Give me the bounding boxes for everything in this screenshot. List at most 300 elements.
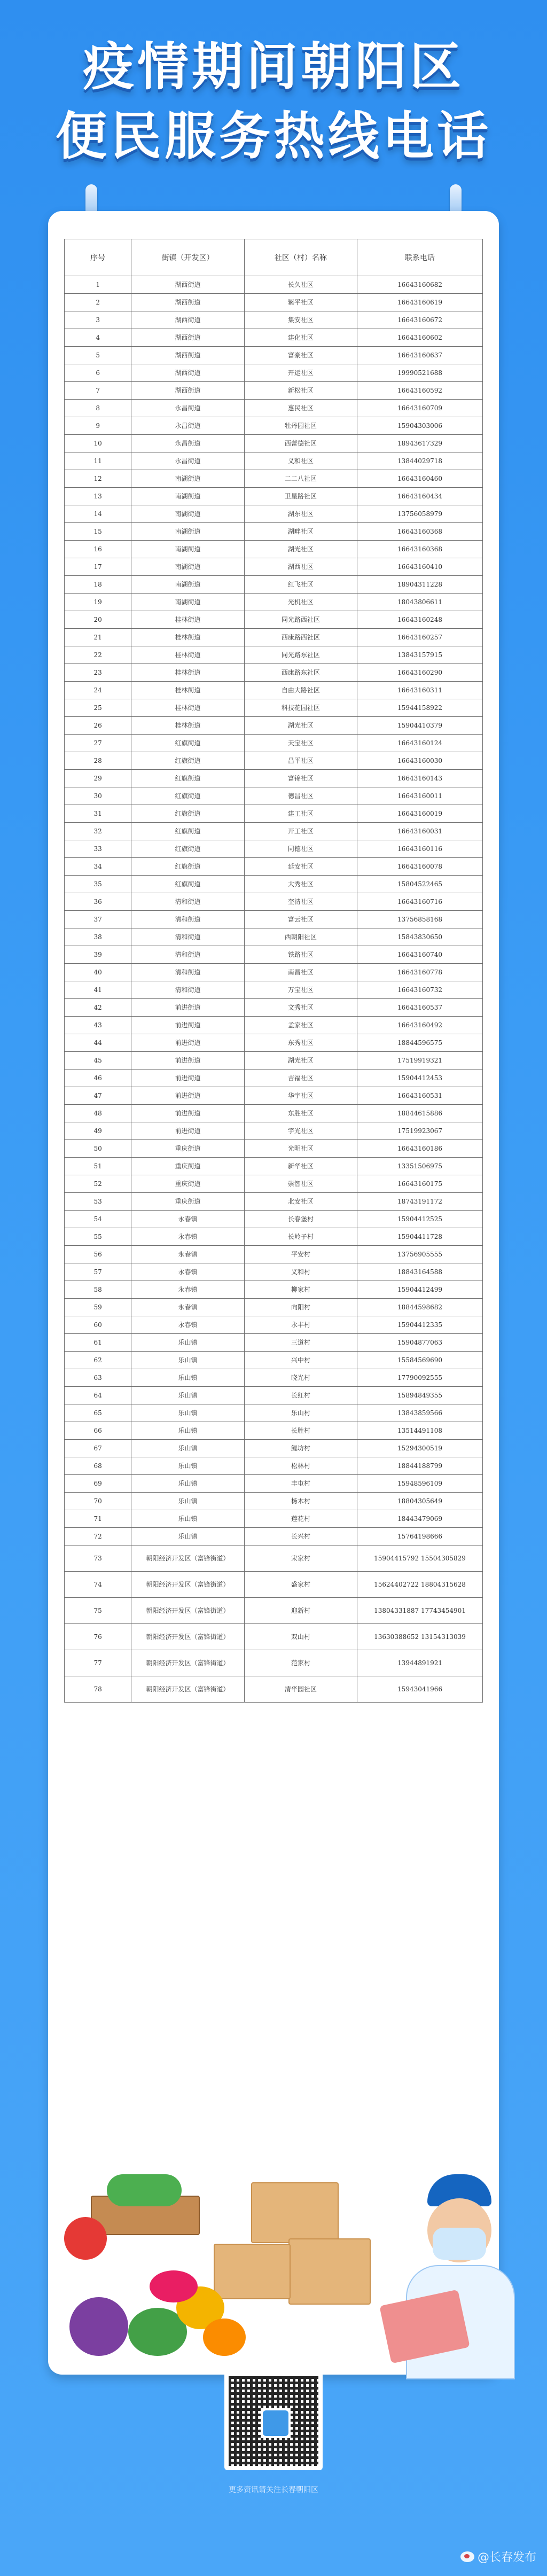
row-phone: 18043806611 — [357, 594, 483, 611]
table-row — [65, 699, 483, 717]
row-index: 63 — [65, 1369, 131, 1387]
table-row — [65, 1545, 483, 1572]
row-street: 桂林街道 — [131, 682, 244, 699]
row-community: 延安社区 — [244, 858, 357, 876]
row-community: 华宇社区 — [244, 1087, 357, 1105]
row-street: 南湖街道 — [131, 505, 244, 523]
table-row — [65, 946, 483, 964]
row-index: 30 — [65, 787, 131, 805]
row-street: 南湖街道 — [131, 594, 244, 611]
row-community: 湖畔社区 — [244, 523, 357, 541]
row-street: 桂林街道 — [131, 699, 244, 717]
row-phone: 18804305649 — [357, 1493, 483, 1510]
row-phone: 13843157915 — [357, 646, 483, 664]
row-street: 红旗街道 — [131, 858, 244, 876]
table-row — [65, 1175, 483, 1193]
title-line-1: 疫情期间朝阳区 — [83, 37, 464, 97]
row-phone: 15948596109 — [357, 1475, 483, 1493]
table-row — [65, 981, 483, 999]
table-row — [65, 787, 483, 805]
row-phone: 16643160078 — [357, 858, 483, 876]
row-community: 开运社区 — [244, 364, 357, 382]
row-street: 乐山镇 — [131, 1510, 244, 1528]
row-phone: 15294300519 — [357, 1440, 483, 1457]
row-index: 15 — [65, 523, 131, 541]
row-community: 范家村 — [244, 1650, 357, 1676]
row-index: 11 — [65, 452, 131, 470]
row-phone: 15804522465 — [357, 876, 483, 893]
row-street: 朝阳经济开发区（富锋街道） — [131, 1624, 244, 1650]
page-title — [0, 32, 547, 171]
row-street: 南湖街道 — [131, 558, 244, 576]
table-row — [65, 1158, 483, 1175]
row-index: 17 — [65, 558, 131, 576]
row-phone: 16643160537 — [357, 999, 483, 1017]
row-community: 建化社区 — [244, 329, 357, 347]
row-community: 新华社区 — [244, 1158, 357, 1175]
row-index: 49 — [65, 1122, 131, 1140]
row-phone: 19990521688 — [357, 364, 483, 382]
row-phone: 16643160672 — [357, 311, 483, 329]
table-row — [65, 1404, 483, 1422]
row-phone: 15584569690 — [357, 1352, 483, 1369]
row-community: 长红村 — [244, 1387, 357, 1404]
row-index: 13 — [65, 488, 131, 505]
row-phone: 13843859566 — [357, 1404, 483, 1422]
row-street: 南湖街道 — [131, 576, 244, 594]
row-phone: 13756058979 — [357, 505, 483, 523]
row-street: 永昌街道 — [131, 435, 244, 452]
row-phone: 16643160410 — [357, 558, 483, 576]
row-index: 3 — [65, 311, 131, 329]
table-row — [65, 911, 483, 928]
table-row — [65, 329, 483, 347]
row-community: 柳家村 — [244, 1281, 357, 1299]
row-community: 繁平社区 — [244, 294, 357, 311]
row-index: 41 — [65, 981, 131, 999]
row-phone: 16643160031 — [357, 823, 483, 840]
row-street: 前进街道 — [131, 1070, 244, 1087]
row-index: 39 — [65, 946, 131, 964]
table-header-row — [65, 239, 483, 276]
row-community: 西康路东社区 — [244, 664, 357, 682]
row-street: 乐山镇 — [131, 1352, 244, 1369]
row-index: 59 — [65, 1299, 131, 1316]
vegetable-illustration — [64, 2217, 107, 2260]
row-index: 33 — [65, 840, 131, 858]
row-community: 光机社区 — [244, 594, 357, 611]
table-row — [65, 417, 483, 435]
row-community: 大秀社区 — [244, 876, 357, 893]
row-community: 湖西社区 — [244, 558, 357, 576]
row-phone: 15904412453 — [357, 1070, 483, 1087]
row-index: 51 — [65, 1158, 131, 1175]
row-phone: 13944891921 — [357, 1650, 483, 1676]
table-row — [65, 1598, 483, 1624]
table-row — [65, 435, 483, 452]
row-community: 万宝社区 — [244, 981, 357, 999]
row-index: 7 — [65, 382, 131, 400]
table-row — [65, 964, 483, 981]
row-street: 桂林街道 — [131, 611, 244, 629]
row-index: 52 — [65, 1175, 131, 1193]
row-index: 28 — [65, 752, 131, 770]
table-row — [65, 1281, 483, 1299]
row-phone: 16643160492 — [357, 1017, 483, 1034]
row-community: 富云社区 — [244, 911, 357, 928]
row-phone: 16643160311 — [357, 682, 483, 699]
row-community: 同光路西社区 — [244, 611, 357, 629]
row-community: 迎新村 — [244, 1598, 357, 1624]
row-index: 6 — [65, 364, 131, 382]
row-community: 西康路西社区 — [244, 629, 357, 646]
watermark-text: @长春发布 — [477, 2551, 536, 2564]
row-community: 丰屯村 — [244, 1475, 357, 1493]
row-community: 富锦社区 — [244, 770, 357, 787]
row-index: 46 — [65, 1070, 131, 1087]
row-phone: 13844029718 — [357, 452, 483, 470]
row-index: 77 — [65, 1650, 131, 1676]
row-street: 湖西街道 — [131, 294, 244, 311]
row-phone: 15904303006 — [357, 417, 483, 435]
table-row — [65, 805, 483, 823]
table-row — [65, 999, 483, 1017]
row-community: 湖光社区 — [244, 1052, 357, 1070]
row-community: 新松社区 — [244, 382, 357, 400]
row-street: 重庆街道 — [131, 1140, 244, 1158]
row-index: 32 — [65, 823, 131, 840]
row-phone: 16643160602 — [357, 329, 483, 347]
row-index: 55 — [65, 1228, 131, 1246]
row-street: 重庆街道 — [131, 1193, 244, 1211]
row-phone: 16643160368 — [357, 541, 483, 558]
row-community: 南昌社区 — [244, 964, 357, 981]
row-street: 乐山镇 — [131, 1369, 244, 1387]
row-phone: 16643160592 — [357, 382, 483, 400]
row-street: 前进街道 — [131, 1052, 244, 1070]
row-phone: 13804331887 17743454901 — [357, 1598, 483, 1624]
row-street: 前进街道 — [131, 999, 244, 1017]
table-row — [65, 611, 483, 629]
row-index: 68 — [65, 1457, 131, 1475]
row-phone: 16643160709 — [357, 400, 483, 417]
row-street: 清和街道 — [131, 964, 244, 981]
row-street: 永春镇 — [131, 1263, 244, 1281]
row-phone: 16643160011 — [357, 787, 483, 805]
row-phone: 16643160030 — [357, 752, 483, 770]
row-index: 64 — [65, 1387, 131, 1404]
header-index: 序号 — [65, 239, 131, 276]
row-phone: 18844598682 — [357, 1299, 483, 1316]
row-index: 4 — [65, 329, 131, 347]
row-street: 朝阳经济开发区（富锋街道） — [131, 1572, 244, 1598]
table-row — [65, 400, 483, 417]
table-row — [65, 1122, 483, 1140]
table-row — [65, 364, 483, 382]
row-phone: 15904412335 — [357, 1316, 483, 1334]
header-phone: 联系电话 — [357, 239, 483, 276]
row-phone: 16643160716 — [357, 893, 483, 911]
row-index: 37 — [65, 911, 131, 928]
table-row — [65, 1316, 483, 1334]
row-index: 23 — [65, 664, 131, 682]
row-index: 24 — [65, 682, 131, 699]
row-street: 朝阳经济开发区（富锋街道） — [131, 1545, 244, 1572]
row-community: 吉福社区 — [244, 1070, 357, 1087]
row-phone: 18843164588 — [357, 1263, 483, 1281]
row-phone: 16643160732 — [357, 981, 483, 999]
row-street: 乐山镇 — [131, 1422, 244, 1440]
row-street: 红旗街道 — [131, 876, 244, 893]
row-street: 桂林街道 — [131, 646, 244, 664]
row-community: 奎清社区 — [244, 893, 357, 911]
row-index: 34 — [65, 858, 131, 876]
row-community: 同光路东社区 — [244, 646, 357, 664]
row-community: 鲤坊村 — [244, 1440, 357, 1457]
watermark — [460, 2548, 536, 2565]
table-row — [65, 876, 483, 893]
row-index: 61 — [65, 1334, 131, 1352]
row-phone: 18443479069 — [357, 1510, 483, 1528]
row-street: 湖西街道 — [131, 364, 244, 382]
row-index: 56 — [65, 1246, 131, 1263]
row-community: 义和村 — [244, 1263, 357, 1281]
table-row — [65, 1572, 483, 1598]
row-community: 富豪社区 — [244, 347, 357, 364]
row-community: 长兴村 — [244, 1528, 357, 1545]
row-phone: 17519923067 — [357, 1122, 483, 1140]
row-phone: 15944158922 — [357, 699, 483, 717]
row-index: 8 — [65, 400, 131, 417]
row-index: 10 — [65, 435, 131, 452]
row-community: 崇智社区 — [244, 1175, 357, 1193]
table-row — [65, 629, 483, 646]
row-community: 湖光社区 — [244, 717, 357, 735]
row-phone: 15894849355 — [357, 1387, 483, 1404]
table-row — [65, 858, 483, 876]
row-phone: 15904877063 — [357, 1334, 483, 1352]
row-street: 重庆街道 — [131, 1175, 244, 1193]
row-community: 开工社区 — [244, 823, 357, 840]
row-street: 红旗街道 — [131, 752, 244, 770]
table-row — [65, 1299, 483, 1316]
row-street: 乐山镇 — [131, 1334, 244, 1352]
row-phone: 15904411728 — [357, 1228, 483, 1246]
row-community: 自由大路社区 — [244, 682, 357, 699]
row-street: 清和街道 — [131, 928, 244, 946]
vegetable-illustration — [150, 2270, 198, 2302]
row-phone: 13630388652 13154313039 — [357, 1624, 483, 1650]
row-community: 铁路社区 — [244, 946, 357, 964]
row-street: 桂林街道 — [131, 717, 244, 735]
row-street: 湖西街道 — [131, 382, 244, 400]
row-street: 清和街道 — [131, 981, 244, 999]
row-street: 永昌街道 — [131, 400, 244, 417]
vegetable-illustration — [107, 2174, 182, 2206]
row-street: 南湖街道 — [131, 488, 244, 505]
row-community: 集安社区 — [244, 311, 357, 329]
table-row — [65, 1228, 483, 1246]
title-line-2: 便民服务热线电话 — [56, 106, 491, 166]
row-community: 盛家村 — [244, 1572, 357, 1598]
row-community: 光明社区 — [244, 1140, 357, 1158]
table-row — [65, 646, 483, 664]
row-index: 44 — [65, 1034, 131, 1052]
row-index: 72 — [65, 1528, 131, 1545]
table-row — [65, 347, 483, 364]
row-index: 45 — [65, 1052, 131, 1070]
row-street: 红旗街道 — [131, 823, 244, 840]
table-row — [65, 1070, 483, 1087]
table-row — [65, 1105, 483, 1122]
row-index: 53 — [65, 1193, 131, 1211]
row-phone: 16643160019 — [357, 805, 483, 823]
vegetable-illustration — [203, 2319, 246, 2356]
row-phone: 18743191172 — [357, 1193, 483, 1211]
row-community: 惠民社区 — [244, 400, 357, 417]
row-index: 48 — [65, 1105, 131, 1122]
row-street: 红旗街道 — [131, 787, 244, 805]
row-phone: 17790092555 — [357, 1369, 483, 1387]
row-index: 35 — [65, 876, 131, 893]
table-row — [65, 488, 483, 505]
row-phone: 16643160248 — [357, 611, 483, 629]
row-phone: 13756905555 — [357, 1246, 483, 1263]
row-index: 26 — [65, 717, 131, 735]
table-row — [65, 823, 483, 840]
row-community: 双山村 — [244, 1624, 357, 1650]
box-illustration — [251, 2182, 339, 2243]
row-street: 永春镇 — [131, 1246, 244, 1263]
row-community: 卫星路社区 — [244, 488, 357, 505]
row-phone: 16643160143 — [357, 770, 483, 787]
row-street: 前进街道 — [131, 1105, 244, 1122]
row-community: 长岭子村 — [244, 1228, 357, 1246]
row-street: 湖西街道 — [131, 276, 244, 294]
row-street: 前进街道 — [131, 1122, 244, 1140]
row-phone: 16643160682 — [357, 276, 483, 294]
row-index: 42 — [65, 999, 131, 1017]
row-community: 东胜社区 — [244, 1105, 357, 1122]
row-community: 北安社区 — [244, 1193, 357, 1211]
row-phone: 16643160434 — [357, 488, 483, 505]
row-street: 前进街道 — [131, 1034, 244, 1052]
row-index: 27 — [65, 735, 131, 752]
hotline-card — [48, 211, 499, 2375]
table-row — [65, 1034, 483, 1052]
row-street: 乐山镇 — [131, 1404, 244, 1422]
row-phone: 18844615886 — [357, 1105, 483, 1122]
row-community: 西朝阳社区 — [244, 928, 357, 946]
row-street: 清和街道 — [131, 911, 244, 928]
table-row — [65, 1352, 483, 1369]
row-index: 40 — [65, 964, 131, 981]
box-illustration — [288, 2238, 371, 2305]
row-phone: 16643160186 — [357, 1140, 483, 1158]
table-row — [65, 1422, 483, 1440]
row-phone: 16643160257 — [357, 629, 483, 646]
row-index: 62 — [65, 1352, 131, 1369]
row-community: 东秀社区 — [244, 1034, 357, 1052]
row-phone: 15624402722 18804315628 — [357, 1572, 483, 1598]
table-row — [65, 893, 483, 911]
table-row — [65, 382, 483, 400]
row-index: 78 — [65, 1676, 131, 1703]
row-phone: 18904311228 — [357, 576, 483, 594]
row-community: 同德社区 — [244, 840, 357, 858]
row-street: 桂林街道 — [131, 664, 244, 682]
row-street: 永春镇 — [131, 1228, 244, 1246]
row-street: 朝阳经济开发区（富锋街道） — [131, 1598, 244, 1624]
row-index: 38 — [65, 928, 131, 946]
row-phone: 15843830650 — [357, 928, 483, 946]
row-street: 湖西街道 — [131, 329, 244, 347]
table-row — [65, 1052, 483, 1070]
row-index: 65 — [65, 1404, 131, 1422]
qr-code[interactable] — [224, 2372, 323, 2470]
row-community: 西蕾德社区 — [244, 435, 357, 452]
row-street: 南湖街道 — [131, 470, 244, 488]
row-street: 朝阳经济开发区（富锋街道） — [131, 1676, 244, 1703]
row-index: 19 — [65, 594, 131, 611]
row-phone: 18844596575 — [357, 1034, 483, 1052]
row-community: 宋家村 — [244, 1545, 357, 1572]
table-row — [65, 523, 483, 541]
table-row — [65, 470, 483, 488]
row-community: 平安村 — [244, 1246, 357, 1263]
row-index: 22 — [65, 646, 131, 664]
row-street: 乐山镇 — [131, 1440, 244, 1457]
hotline-table — [64, 239, 483, 1703]
table-row — [65, 1650, 483, 1676]
row-street: 重庆街道 — [131, 1158, 244, 1175]
row-street: 红旗街道 — [131, 770, 244, 787]
row-index: 70 — [65, 1493, 131, 1510]
header-community: 社区（村）名称 — [244, 239, 357, 276]
table-row — [65, 770, 483, 787]
row-street: 乐山镇 — [131, 1493, 244, 1510]
row-street: 朝阳经济开发区（富锋街道） — [131, 1650, 244, 1676]
row-community: 牡丹园社区 — [244, 417, 357, 435]
row-community: 乐山村 — [244, 1404, 357, 1422]
row-street: 前进街道 — [131, 1087, 244, 1105]
row-street: 乐山镇 — [131, 1528, 244, 1545]
row-community: 松林村 — [244, 1457, 357, 1475]
row-index: 25 — [65, 699, 131, 717]
row-index: 71 — [65, 1510, 131, 1528]
table-row — [65, 1017, 483, 1034]
table-row — [65, 1211, 483, 1228]
row-street: 红旗街道 — [131, 840, 244, 858]
table-row — [65, 1528, 483, 1545]
table-row — [65, 717, 483, 735]
row-community: 莲花村 — [244, 1510, 357, 1528]
row-phone: 13514491108 — [357, 1422, 483, 1440]
table-row — [65, 311, 483, 329]
table-row — [65, 1493, 483, 1510]
weibo-icon — [460, 2551, 474, 2562]
row-index: 36 — [65, 893, 131, 911]
row-community: 红飞社区 — [244, 576, 357, 594]
row-community: 昌平社区 — [244, 752, 357, 770]
row-phone: 16643160531 — [357, 1087, 483, 1105]
row-street: 永春镇 — [131, 1211, 244, 1228]
row-street: 永春镇 — [131, 1316, 244, 1334]
row-index: 58 — [65, 1281, 131, 1299]
row-street: 桂林街道 — [131, 629, 244, 646]
row-community: 湖东社区 — [244, 505, 357, 523]
row-street: 湖西街道 — [131, 311, 244, 329]
